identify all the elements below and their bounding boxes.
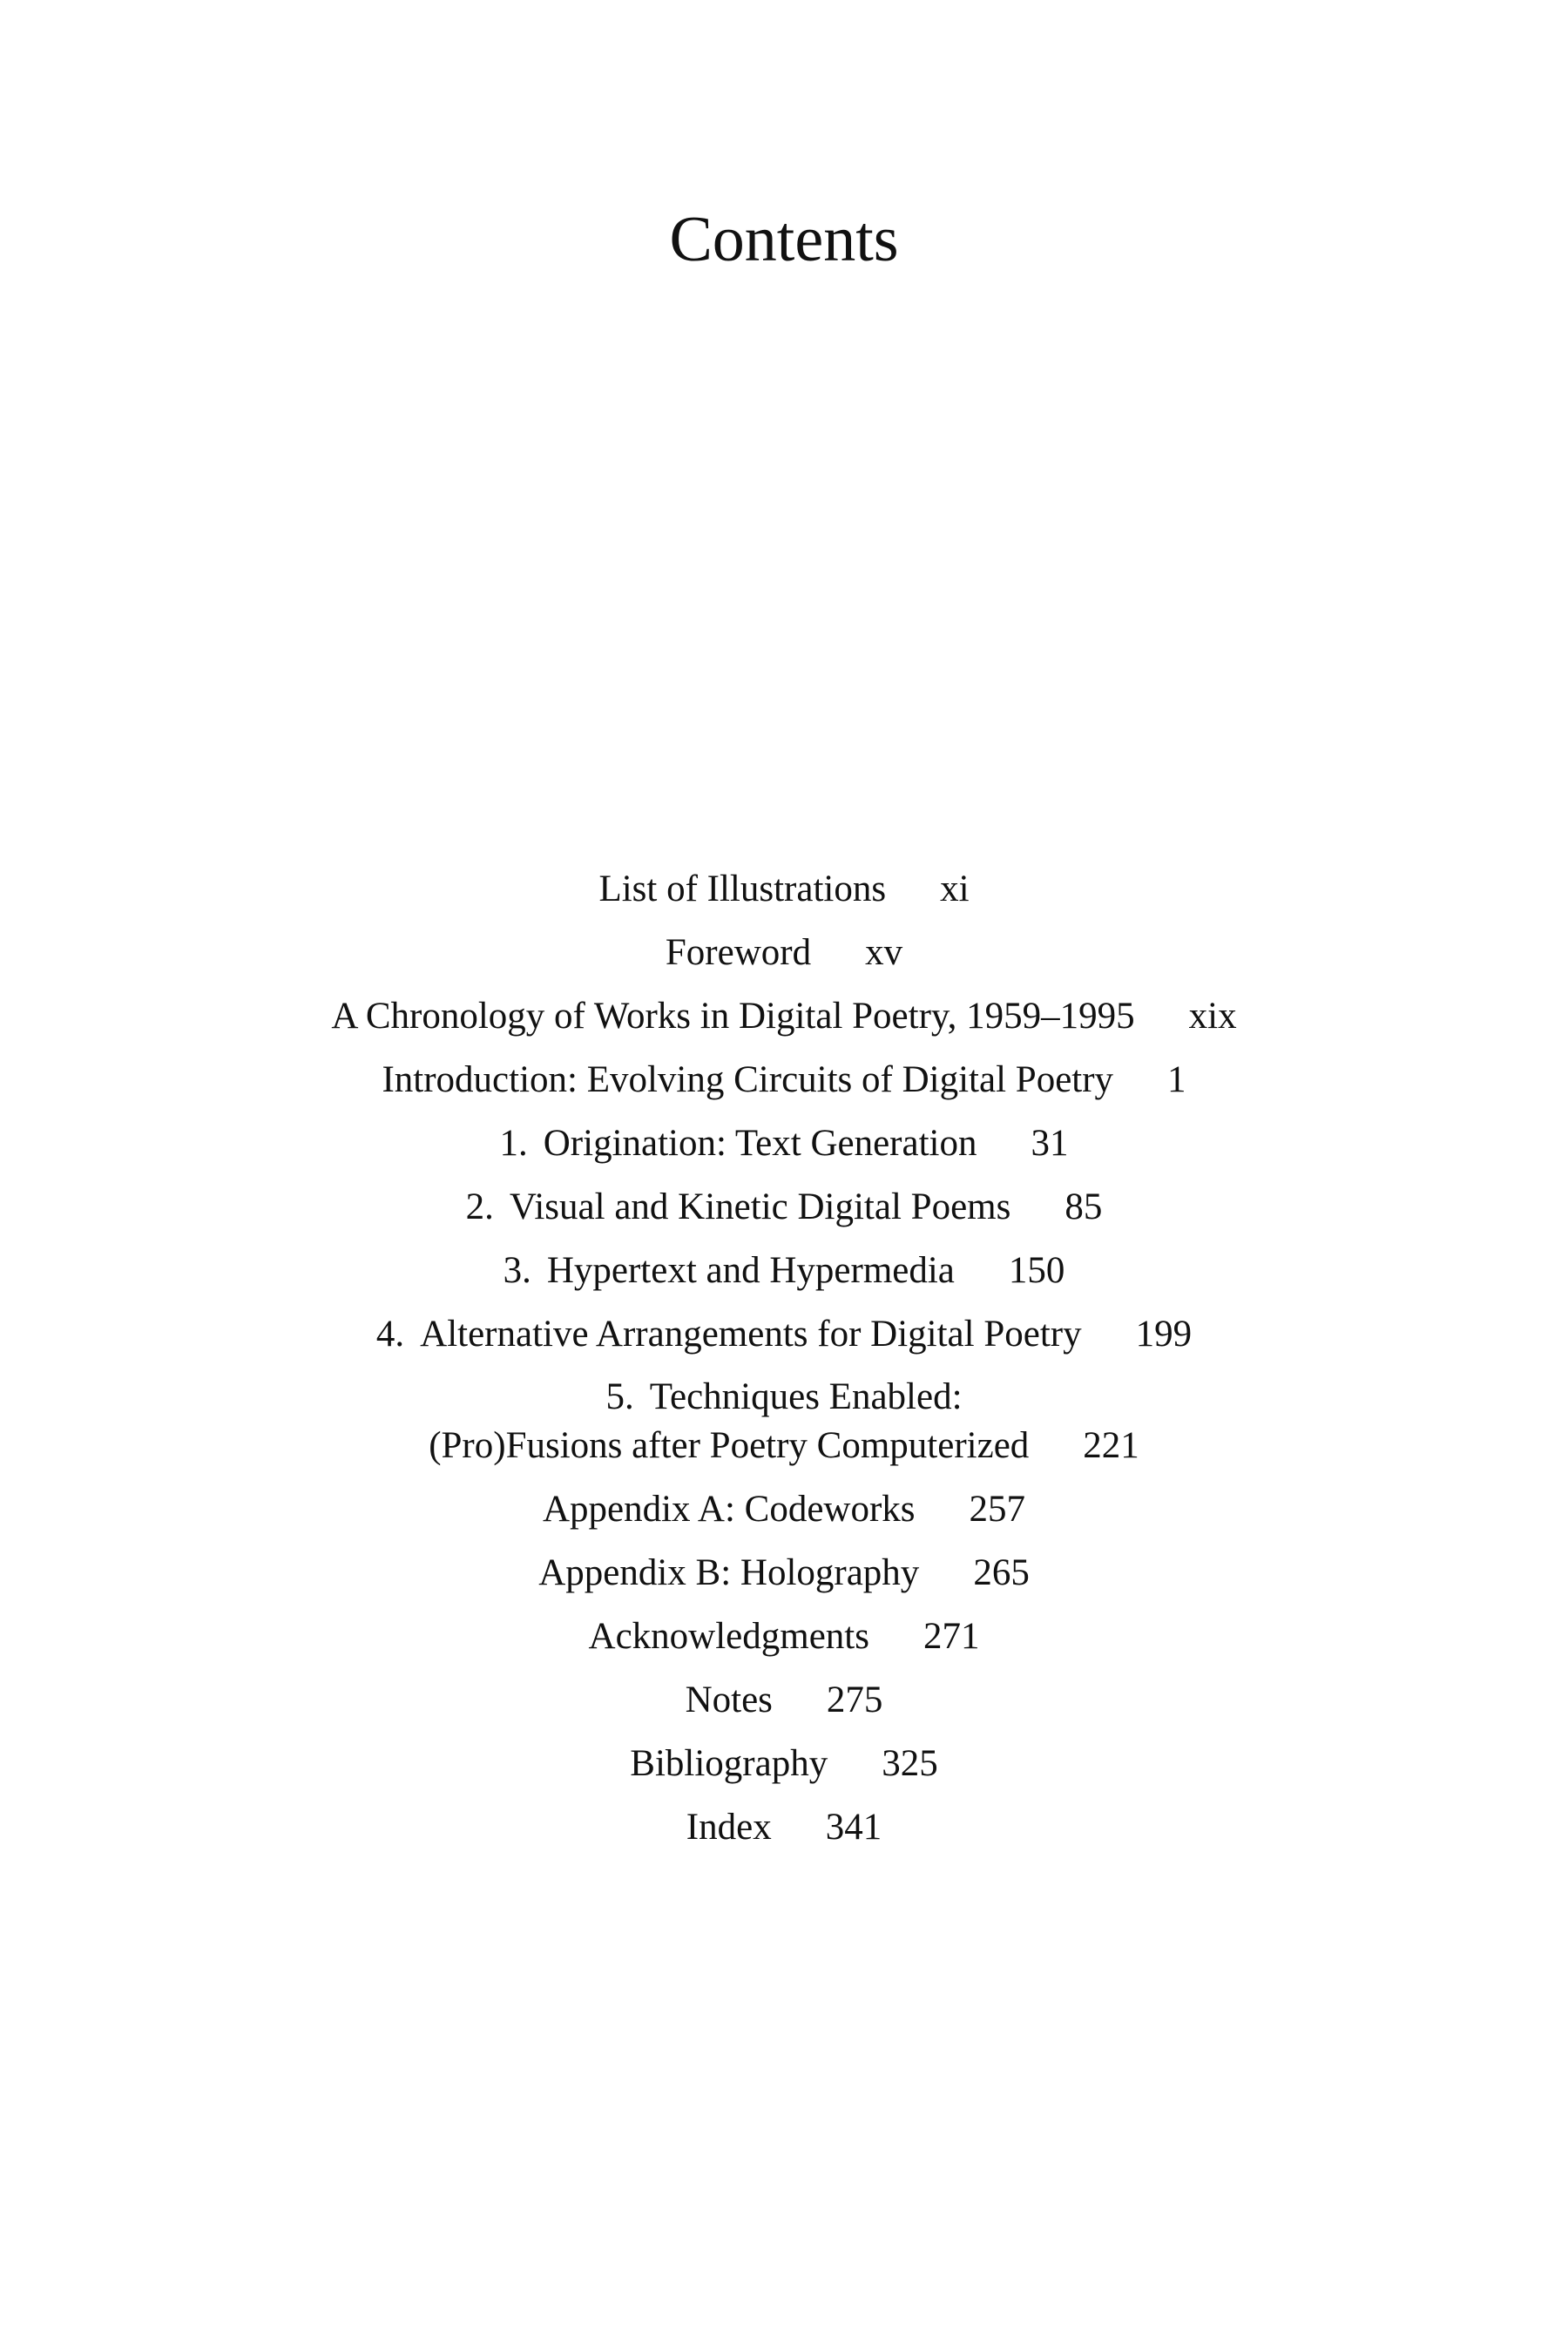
toc-entry-title: Introduction: Evolving Circuits of Digital Poetry [382, 1059, 1114, 1100]
toc-entry-title: Bibliography [630, 1743, 828, 1784]
toc-entry-chapter-2[interactable] [0, 1175, 1568, 1239]
toc-entry-page: 271 [923, 1616, 980, 1657]
toc-entry-page: 265 [973, 1552, 1030, 1593]
toc-entry-page: xix [1188, 996, 1237, 1037]
toc-entry-title: Alternative Arrangements for Digital Poetry [420, 1314, 1082, 1355]
toc-entry-bibliography[interactable] [0, 1732, 1568, 1795]
toc-entry-title: Index [686, 1807, 772, 1848]
toc-entry-page: 275 [826, 1680, 883, 1720]
toc-entry-title: List of Illustrations [598, 868, 887, 909]
toc-entry-appendix-a[interactable] [0, 1477, 1568, 1541]
toc-entry-appendix-b[interactable] [0, 1541, 1568, 1605]
table-of-contents [0, 857, 1568, 1859]
toc-entry-title: Techniques Enabled: [649, 1376, 963, 1417]
toc-entry-page: xv [865, 932, 903, 973]
toc-entry-list-of-illustrations[interactable] [0, 857, 1568, 921]
toc-entry-subtitle: (Pro)Fusions after Poetry Computerized [429, 1425, 1030, 1466]
toc-entry-chapter-1[interactable] [0, 1112, 1568, 1175]
toc-entry-chapter-4[interactable] [0, 1302, 1568, 1366]
toc-entry-number: 3. [503, 1250, 531, 1291]
toc-entry-number: 2. [465, 1186, 494, 1227]
toc-entry-title: Foreword [665, 932, 812, 973]
toc-entry-foreword[interactable] [0, 921, 1568, 984]
toc-entry-number: 5. [605, 1376, 634, 1417]
toc-entry-acknowledgments[interactable] [0, 1605, 1568, 1668]
toc-entry-title: Acknowledgments [588, 1616, 869, 1657]
toc-entry-page: 1 [1167, 1059, 1186, 1100]
toc-entry-chapter-3[interactable] [0, 1239, 1568, 1302]
toc-entry-page: 341 [825, 1807, 882, 1848]
toc-entry-title: Origination: Text Generation [543, 1123, 977, 1164]
toc-entry-title: Appendix B: Holography [538, 1552, 920, 1593]
toc-entry-page: 199 [1135, 1314, 1193, 1355]
toc-entry-chronology[interactable] [0, 984, 1568, 1048]
toc-entry-page: 85 [1064, 1186, 1103, 1227]
toc-entry-notes[interactable] [0, 1668, 1568, 1732]
toc-entry-title-line-2 [0, 1422, 1568, 1470]
toc-entry-chapter-5[interactable] [0, 1373, 1568, 1470]
toc-entry-page: 221 [1083, 1425, 1139, 1466]
toc-entry-title-line-1 [0, 1373, 1568, 1422]
toc-entry-title: Visual and Kinetic Digital Poems [509, 1186, 1011, 1227]
toc-entry-index[interactable] [0, 1795, 1568, 1859]
toc-entry-title: Hypertext and Hypermedia [546, 1250, 955, 1291]
toc-entry-introduction[interactable] [0, 1048, 1568, 1112]
toc-entry-title: Appendix A: Codeworks [542, 1489, 916, 1530]
toc-entry-page: 325 [882, 1743, 938, 1784]
toc-entry-number: 4. [375, 1314, 405, 1355]
toc-entry-title: Notes [685, 1680, 773, 1720]
toc-entry-page: 150 [1008, 1250, 1065, 1291]
toc-entry-page: 257 [969, 1489, 1026, 1530]
toc-entry-page: 31 [1031, 1123, 1069, 1164]
toc-entry-number: 1. [499, 1123, 528, 1164]
toc-entry-title: A Chronology of Works in Digital Poetry, 1959–1995 [331, 996, 1135, 1037]
page-title: Contents [669, 204, 899, 275]
toc-entry-page: xi [940, 868, 970, 909]
